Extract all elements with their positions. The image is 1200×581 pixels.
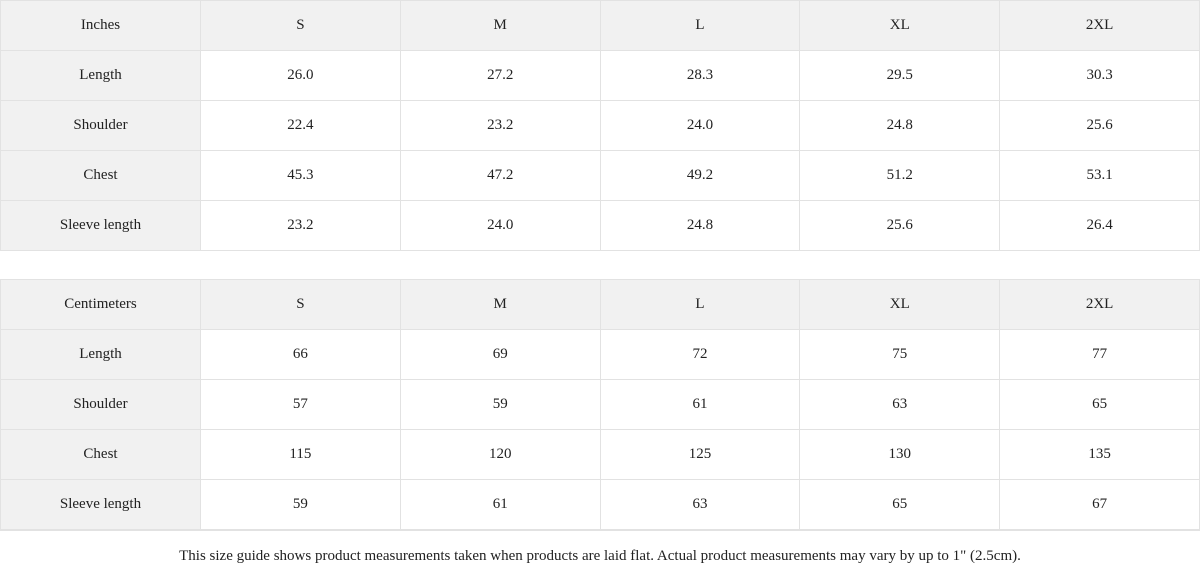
cell-sleeve-xl: 25.6	[800, 201, 1000, 251]
cell-sleeve-m: 24.0	[400, 201, 600, 251]
cell-chest-xl: 51.2	[800, 151, 1000, 201]
column-header-xl: XL	[800, 280, 1000, 330]
cell-sleeve-m: 61	[400, 480, 600, 530]
cell-chest-2xl: 53.1	[1000, 151, 1200, 201]
cell-sleeve-s: 59	[201, 480, 401, 530]
size-table-centimeters	[0, 279, 1200, 530]
cell-chest-s: 115	[201, 430, 401, 480]
table-row	[1, 51, 1200, 101]
row-label-shoulder: Shoulder	[1, 380, 201, 430]
size-guide-note	[0, 530, 1200, 580]
row-label-sleeve-length: Sleeve length	[1, 480, 201, 530]
cell-length-2xl: 30.3	[1000, 51, 1200, 101]
column-header-l: L	[600, 280, 800, 330]
table-separator	[0, 251, 1200, 279]
row-label-chest: Chest	[1, 151, 201, 201]
table-row	[1, 430, 1200, 480]
cell-shoulder-s: 57	[201, 380, 401, 430]
cell-sleeve-s: 23.2	[201, 201, 401, 251]
table-row	[1, 480, 1200, 530]
column-header-xl: XL	[800, 1, 1000, 51]
cell-sleeve-xl: 65	[800, 480, 1000, 530]
row-label-chest: Chest	[1, 430, 201, 480]
column-header-l: L	[600, 1, 800, 51]
cell-shoulder-xl: 24.8	[800, 101, 1000, 151]
table-row	[1, 151, 1200, 201]
cell-chest-l: 49.2	[600, 151, 800, 201]
cell-shoulder-2xl: 65	[1000, 380, 1200, 430]
cell-length-xl: 29.5	[800, 51, 1000, 101]
cell-length-m: 27.2	[400, 51, 600, 101]
table-header-row	[1, 280, 1200, 330]
table-header-row	[1, 1, 1200, 51]
cell-sleeve-l: 63	[600, 480, 800, 530]
cell-shoulder-l: 24.0	[600, 101, 800, 151]
cell-length-s: 66	[201, 330, 401, 380]
row-label-shoulder: Shoulder	[1, 101, 201, 151]
cell-length-2xl: 77	[1000, 330, 1200, 380]
row-label-length: Length	[1, 330, 201, 380]
cell-shoulder-l: 61	[600, 380, 800, 430]
cell-chest-l: 125	[600, 430, 800, 480]
table-row	[1, 201, 1200, 251]
column-header-2xl: 2XL	[1000, 280, 1200, 330]
cell-length-xl: 75	[800, 330, 1000, 380]
cell-length-l: 72	[600, 330, 800, 380]
cell-sleeve-l: 24.8	[600, 201, 800, 251]
size-guide-note-text: This size guide shows product measurements taken when products are laid flat. Actual product measurements may vary by up to 1" (2.5cm).	[179, 548, 1021, 564]
cell-chest-s: 45.3	[201, 151, 401, 201]
table-row	[1, 330, 1200, 380]
row-label-sleeve-length: Sleeve length	[1, 201, 201, 251]
column-header-s: S	[201, 1, 401, 51]
cell-chest-2xl: 135	[1000, 430, 1200, 480]
size-table-inches	[0, 0, 1200, 251]
column-header-2xl: 2XL	[1000, 1, 1200, 51]
cell-chest-m: 120	[400, 430, 600, 480]
unit-label-inches: Inches	[1, 1, 201, 51]
unit-label-centimeters: Centimeters	[1, 280, 201, 330]
cell-shoulder-2xl: 25.6	[1000, 101, 1200, 151]
cell-shoulder-s: 22.4	[201, 101, 401, 151]
cell-shoulder-m: 23.2	[400, 101, 600, 151]
column-header-s: S	[201, 280, 401, 330]
table-row	[1, 101, 1200, 151]
cell-shoulder-xl: 63	[800, 380, 1000, 430]
column-header-m: M	[400, 280, 600, 330]
cell-chest-m: 47.2	[400, 151, 600, 201]
cell-sleeve-2xl: 67	[1000, 480, 1200, 530]
table-row	[1, 380, 1200, 430]
cell-length-l: 28.3	[600, 51, 800, 101]
row-label-length: Length	[1, 51, 201, 101]
column-header-m: M	[400, 1, 600, 51]
cell-chest-xl: 130	[800, 430, 1000, 480]
cell-sleeve-2xl: 26.4	[1000, 201, 1200, 251]
cell-length-s: 26.0	[201, 51, 401, 101]
cell-shoulder-m: 59	[400, 380, 600, 430]
cell-length-m: 69	[400, 330, 600, 380]
